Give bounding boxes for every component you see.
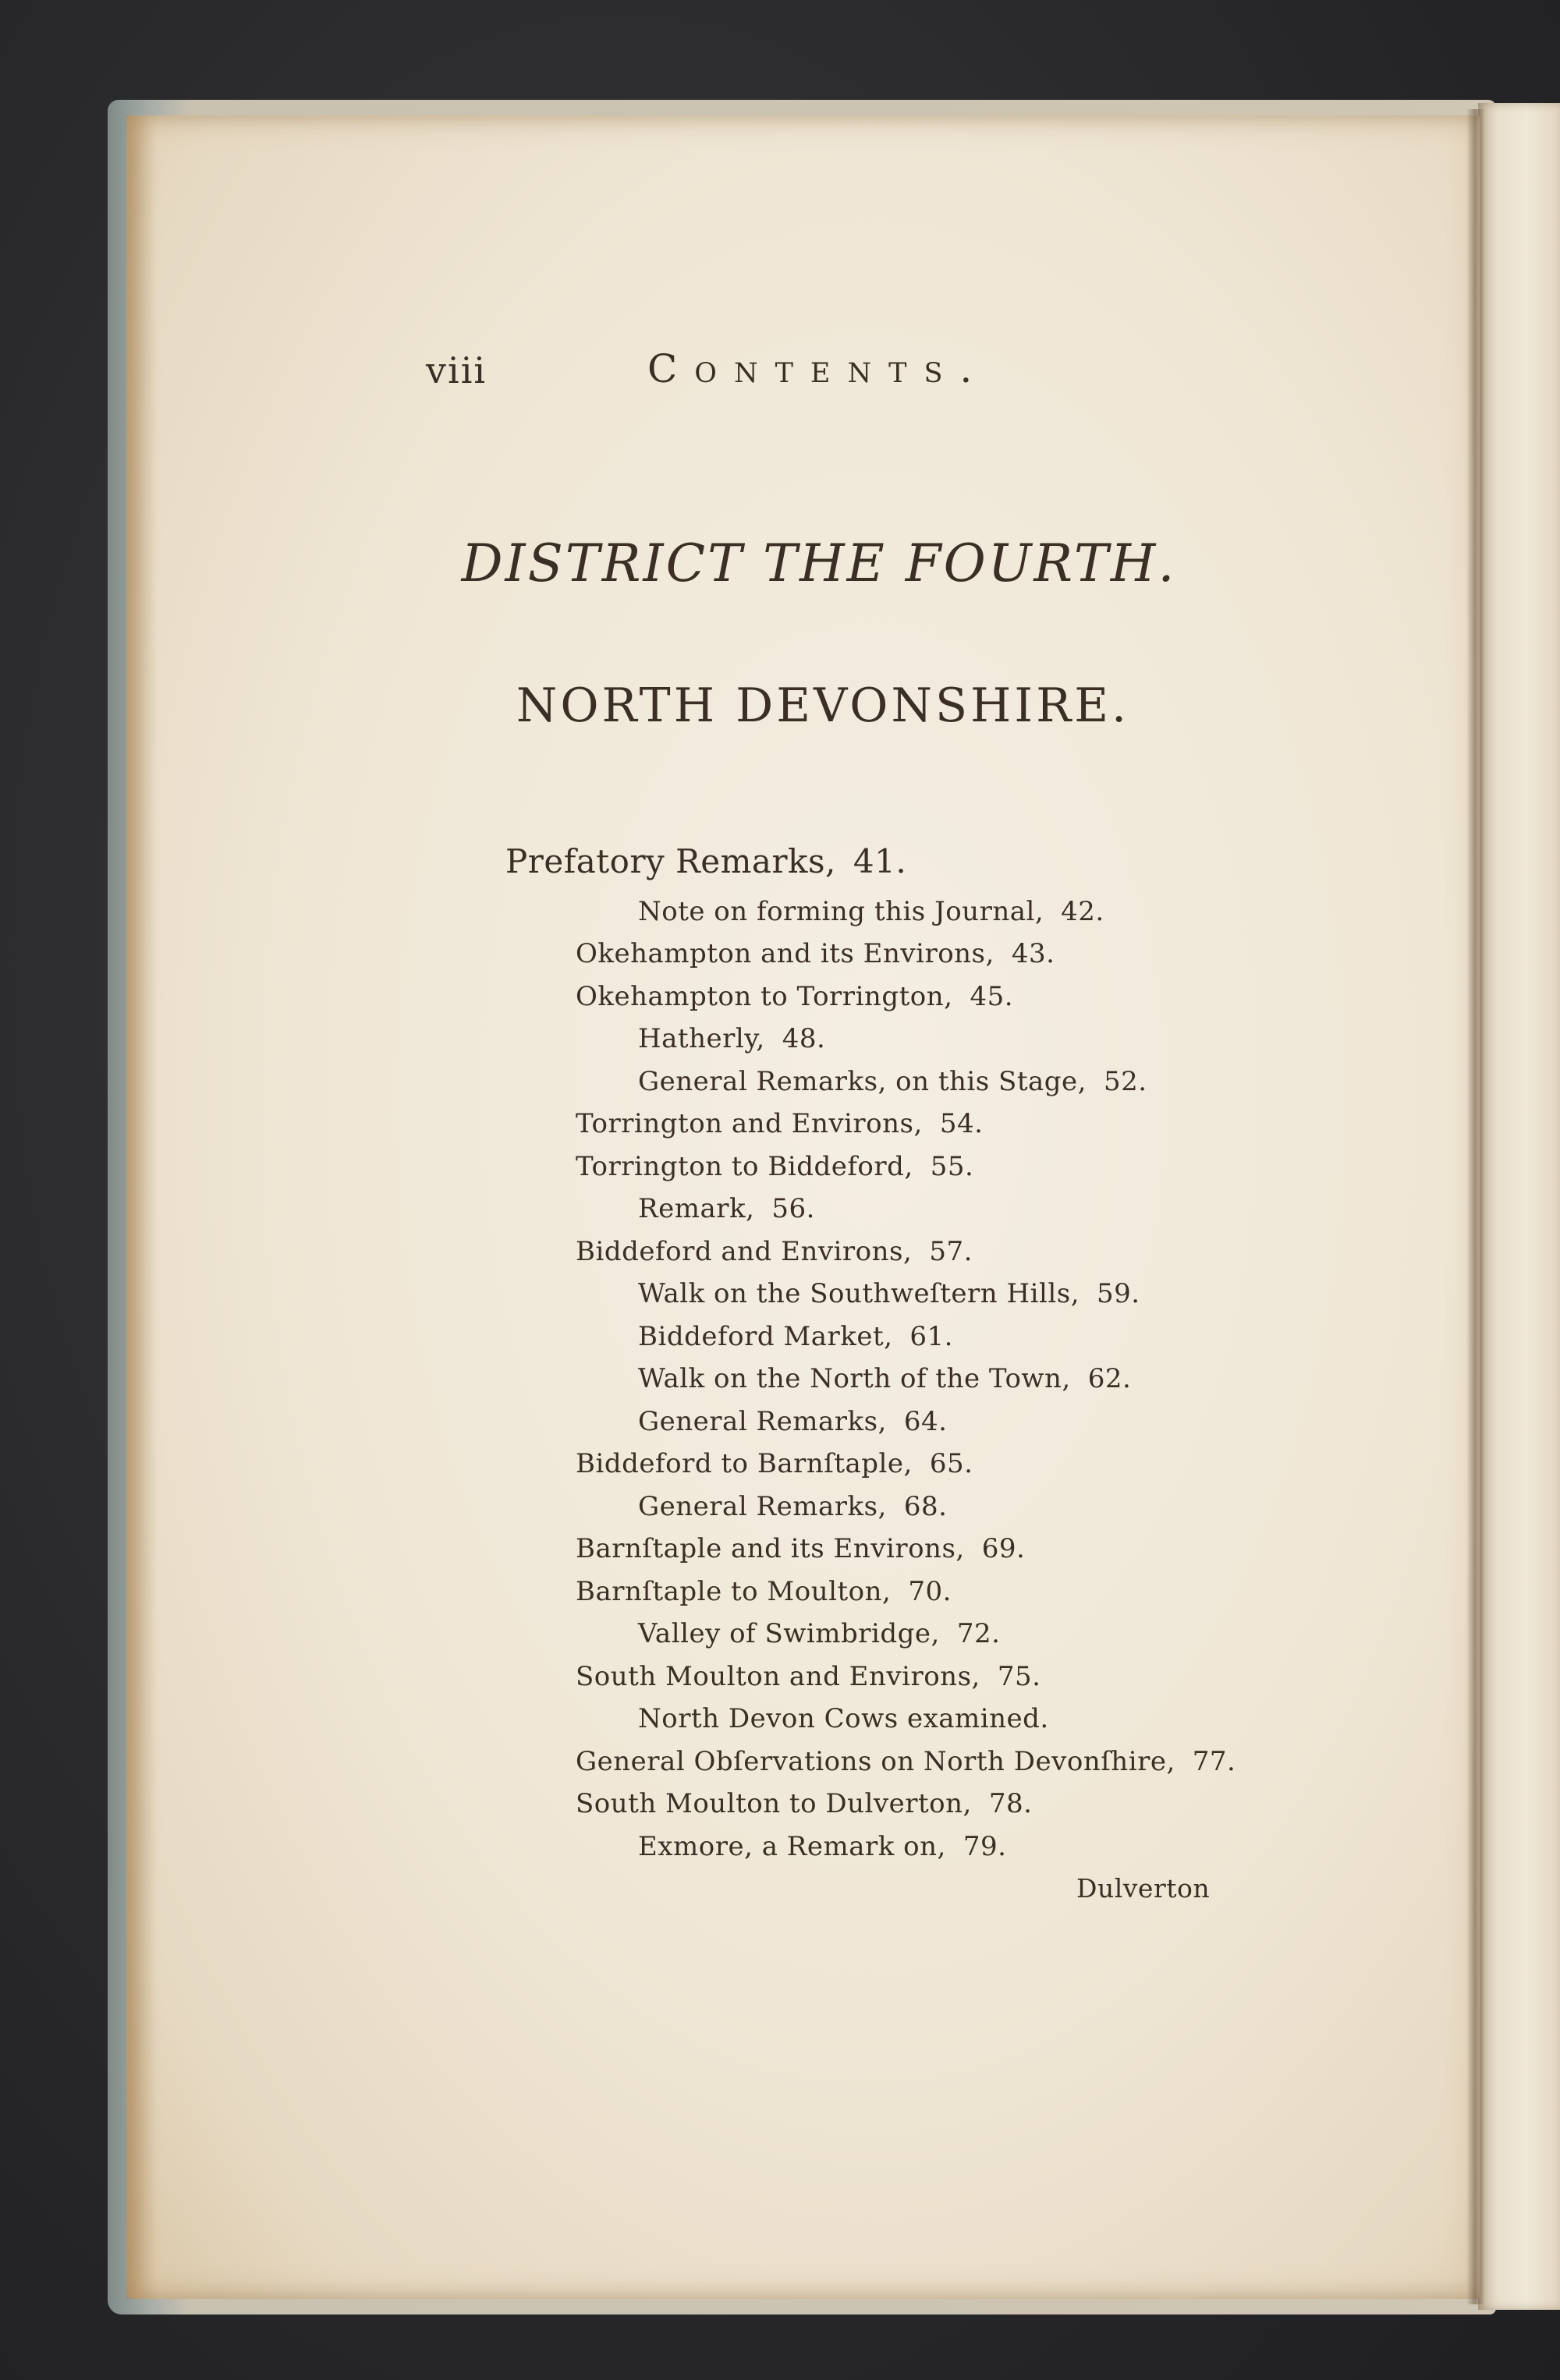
toc-entry-page: 45. (970, 980, 1014, 1012)
facing-page-edge (1478, 103, 1560, 2310)
toc-entry (576, 938, 1055, 969)
toc-entry-title: South Moulton and Environs, (576, 1660, 980, 1692)
toc-entry-page: 69. (981, 1533, 1026, 1564)
toc-entry (638, 1066, 1147, 1097)
toc-entry-title: Torrington to Biddeford, (576, 1150, 913, 1182)
toc-entry-title: General Remarks, (638, 1405, 887, 1437)
toc-entry-page: 64. (903, 1405, 948, 1437)
toc-entry-page: 75. (997, 1660, 1041, 1692)
toc-entry-title: North Devon Cows examined. (638, 1703, 1049, 1734)
toc-entry-title: Prefatory Remarks, (505, 842, 836, 880)
page-number: viii (426, 349, 488, 391)
toc-entry (638, 1193, 815, 1224)
toc-entry (638, 1618, 1000, 1649)
toc-entry-title: Torrington and Environs, (576, 1108, 923, 1139)
toc-entry-page: 59. (1097, 1278, 1140, 1309)
toc-entry (638, 1023, 825, 1054)
toc-entry (576, 1108, 983, 1139)
toc-entry-page: 52. (1103, 1065, 1147, 1097)
toc-entry (576, 1151, 973, 1182)
toc-entry (638, 1831, 1006, 1862)
toc-entry (576, 1533, 1025, 1564)
toc-entry-page: 65. (929, 1448, 973, 1479)
toc-entry-title: Barnſtaple and its Environs, (576, 1533, 965, 1564)
toc-entry-title: Valley of Swimbridge, (638, 1618, 940, 1649)
toc-entry (638, 896, 1104, 927)
toc-entry (576, 1576, 952, 1607)
toc-entry-page: 55. (930, 1150, 974, 1182)
toc-entry (576, 1448, 973, 1479)
toc-entry (576, 1788, 1032, 1819)
toc-entry (576, 981, 1013, 1012)
toc-entry (638, 1363, 1131, 1394)
toc-entry (505, 842, 906, 880)
toc-entry-title: Okehampton to Torrington, (576, 980, 953, 1012)
toc-entry (638, 1321, 953, 1352)
county-heading: NORTH DEVONSHIRE. (516, 678, 1130, 733)
toc-entry-page: 48. (782, 1023, 826, 1054)
toc-entry-title: Biddeford Market, (638, 1320, 893, 1352)
toc-entry-page: 79. (963, 1830, 1007, 1862)
running-title: Contents. (647, 346, 990, 391)
toc-entry-title: Walk on the North of the Town, (638, 1363, 1071, 1394)
toc-entry-page: 72. (956, 1618, 1001, 1649)
toc-entry-title: Remark, (638, 1193, 755, 1224)
toc-entry (576, 1746, 1236, 1777)
toc-entry-page: 57. (929, 1235, 973, 1267)
toc-entry-title: General Remarks, on this Stage, (638, 1065, 1087, 1097)
toc-entry-page: 62. (1087, 1363, 1132, 1394)
book-gutter (1466, 109, 1484, 2304)
toc-entry-title: General Obſervations on North Devonſhire, (576, 1745, 1175, 1777)
toc-entry-title: Exmore, a Remark on, (638, 1830, 946, 1862)
district-heading: DISTRICT THE FOURTH. (461, 533, 1177, 593)
toc-entry (638, 1491, 947, 1522)
toc-entry-page: 68. (903, 1490, 948, 1522)
page-edge-shadow (126, 115, 158, 2299)
toc-entry-page: 54. (939, 1108, 984, 1139)
catchword: Dulverton (1076, 1873, 1211, 1904)
toc-entry-title: Note on forming this Journal, (638, 895, 1044, 927)
toc-entry-title: Barnſtaple to Moulton, (576, 1575, 892, 1607)
toc-entry-page: 43. (1011, 938, 1055, 969)
toc-entry-title: Hatherly, (638, 1023, 765, 1054)
toc-entry-title: General Remarks, (638, 1490, 887, 1522)
toc-entry-page: 70. (908, 1575, 952, 1607)
toc-entry-page: 78. (988, 1788, 1033, 1819)
toc-entry-title: Biddeford and Environs, (576, 1235, 913, 1267)
toc-entry-title: Walk on the Southweſtern Hills, (638, 1278, 1080, 1309)
toc-entry (576, 1236, 973, 1267)
toc-entry-page: 77. (1192, 1745, 1236, 1777)
toc-entry-page: 56. (771, 1193, 815, 1224)
toc-entry (638, 1703, 1049, 1734)
toc-entry-title: South Moulton to Dulverton, (576, 1788, 972, 1819)
toc-entry-page: 61. (909, 1320, 953, 1352)
toc-entry-page: 42. (1061, 895, 1104, 927)
toc-entry (638, 1406, 947, 1437)
toc-entry (638, 1278, 1140, 1309)
toc-entry (576, 1661, 1041, 1692)
toc-entry-title: Okehampton and its Environs, (576, 938, 994, 969)
toc-entry-title: Biddeford to Barnſtaple, (576, 1448, 913, 1479)
toc-entry-page: 41. (853, 842, 907, 880)
